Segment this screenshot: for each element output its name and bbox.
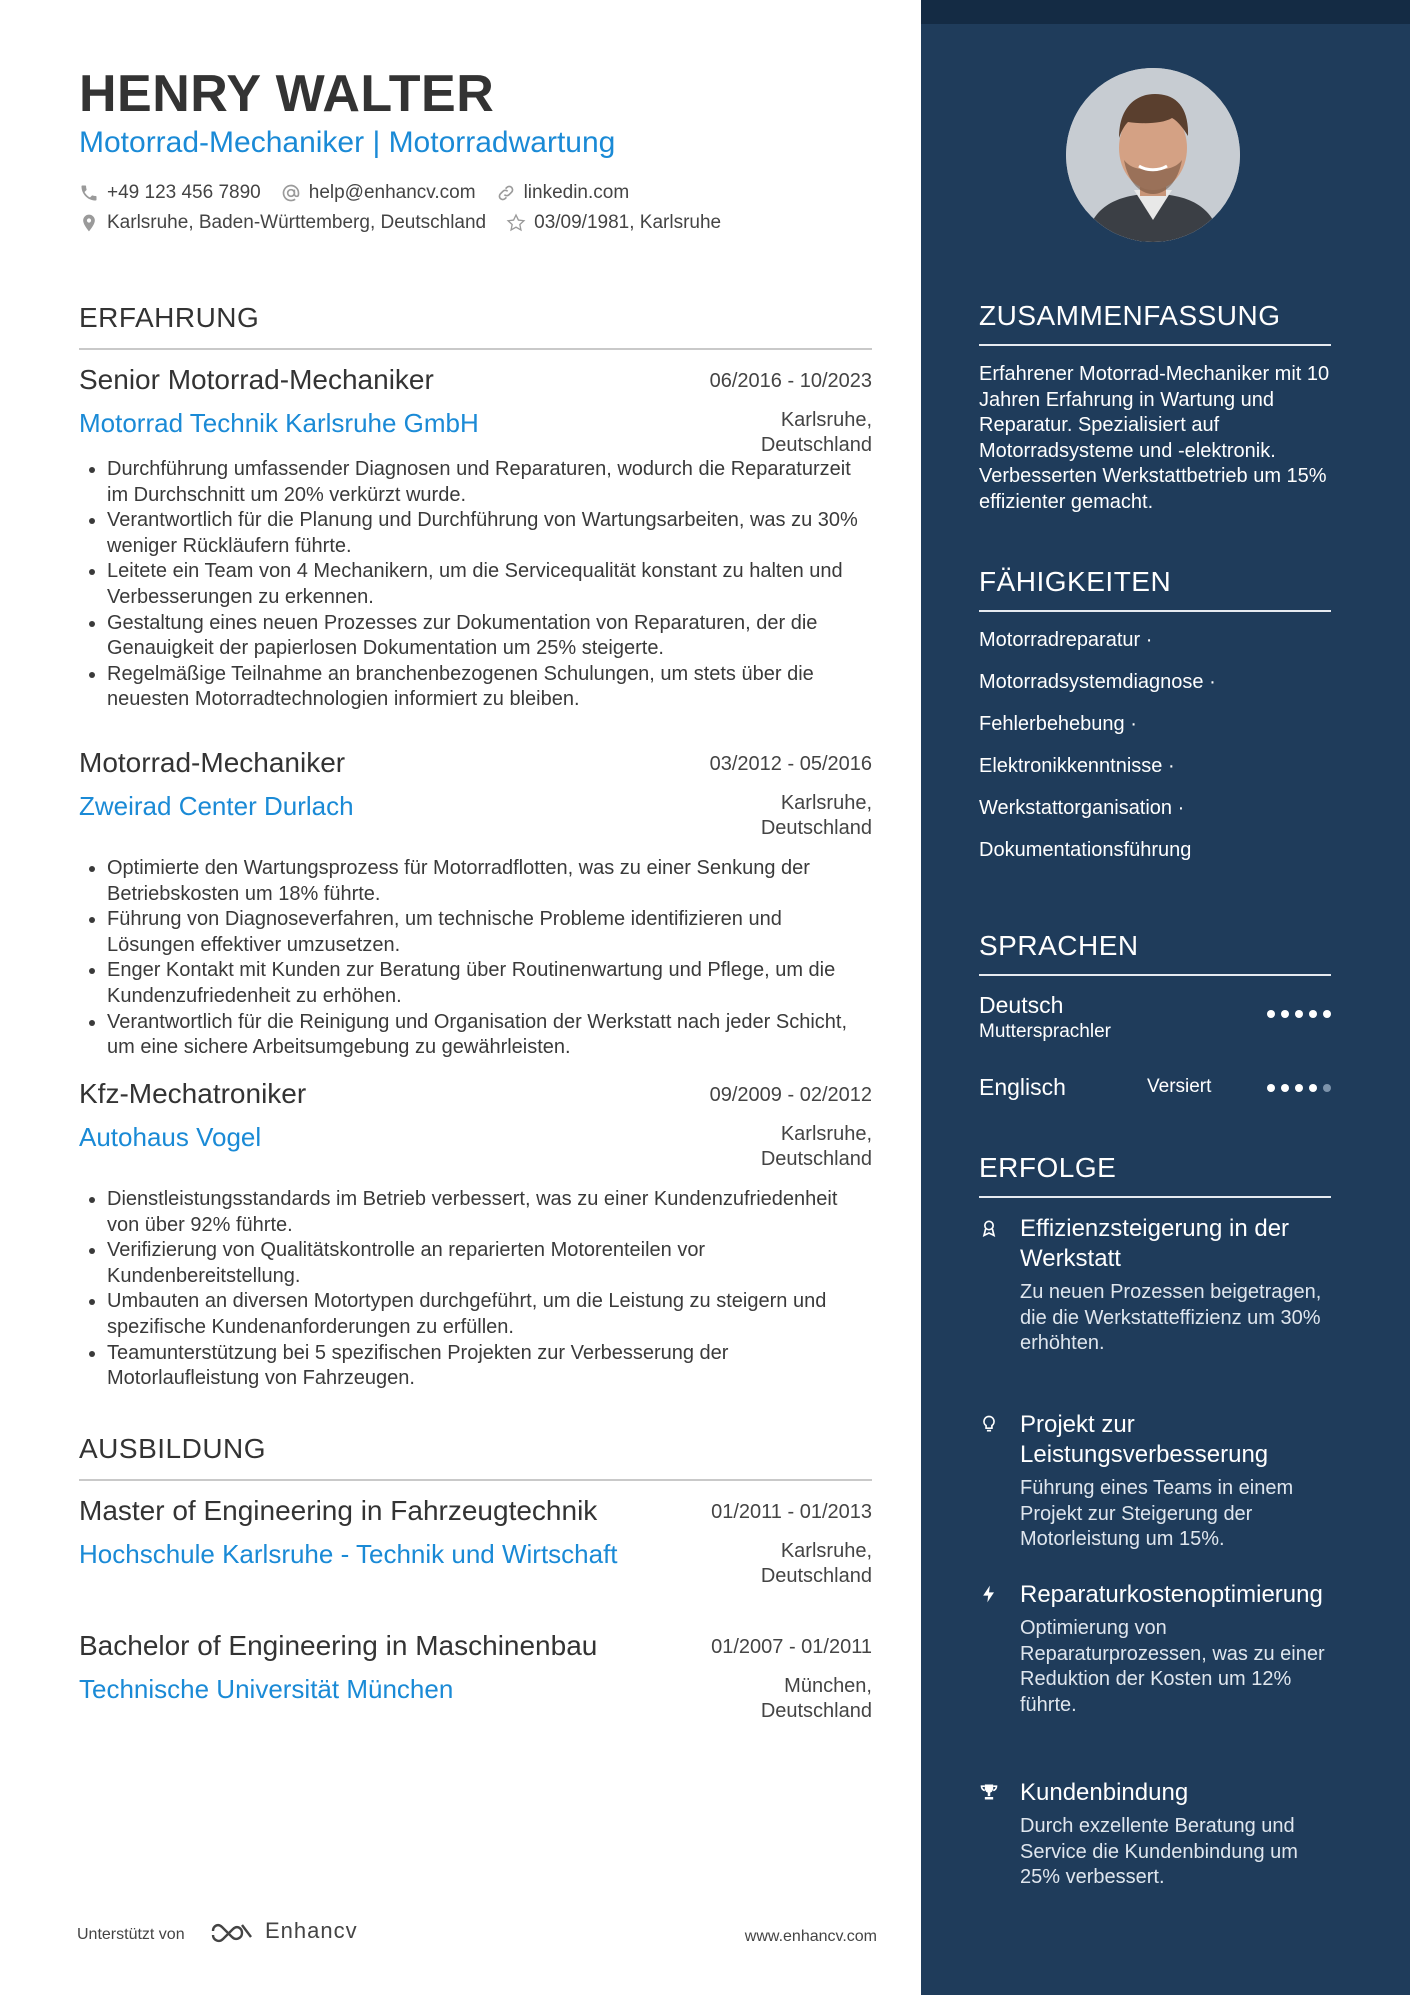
job-bullets	[79, 457, 872, 713]
achievement-item	[979, 1214, 1331, 1357]
skill-label: Dokumentationsführung	[979, 839, 1192, 861]
job-bullet: • Verantwortlich für die Reinigung und Organisation der Werkstatt nach jeder Schicht, um eine sichere Arbeitsumgebung zu gewährleisten.	[107, 1010, 872, 1061]
birth-text: 03/09/1981, Karlsruhe	[534, 212, 722, 233]
rating-dot-filled	[1309, 1010, 1317, 1018]
phone-text: +49 123 456 7890	[107, 182, 261, 203]
education-degree: Bachelor of Engineering in Maschinenbau	[79, 1630, 598, 1661]
enhancv-brand: Enhancv	[265, 1918, 358, 1943]
job-location	[761, 408, 872, 458]
enhancv-logo[interactable]	[209, 1918, 358, 1944]
bolt-icon	[979, 1584, 999, 1604]
job-company: Zweirad Center Durlach	[79, 791, 354, 821]
language-name: Englisch	[979, 1074, 1066, 1100]
location-text: Karlsruhe, Baden-Württemberg, Deutschland	[107, 212, 487, 233]
education-entry	[79, 1630, 872, 1722]
job-role: Senior Motorrad-Mechaniker	[79, 364, 434, 395]
contact-row-1	[79, 182, 649, 204]
footer-url[interactable]: www.enhancv.com	[744, 1928, 877, 1945]
job-bullet: • Dienstleistungsstandards im Betrieb verbessert, was zu einer Kundenzufriedenheit von über 92% führte.	[107, 1187, 872, 1238]
skill-separator: ·	[1209, 671, 1216, 693]
language-rating	[1261, 1010, 1331, 1018]
job-company: Autohaus Vogel	[79, 1122, 262, 1152]
rating-dot-filled	[1295, 1010, 1303, 1018]
star-icon	[506, 213, 526, 233]
candidate-name: HENRY WALTER	[79, 65, 495, 123]
profile-photo-illustration	[1066, 68, 1240, 242]
headline: Motorrad-Mechaniker | Motorradwartung	[79, 126, 616, 159]
rating-dot-filled	[1281, 1084, 1289, 1092]
skill-item	[979, 713, 1137, 736]
job-bullet: • Durchführung umfassender Diagnosen und Reparaturen, wodurch die Reparaturzeit im Durchschnitt um 20% verkürzt wurde.	[107, 457, 872, 508]
education-entry	[79, 1495, 872, 1587]
achievement-item	[979, 1580, 1331, 1718]
education-degree: Master of Engineering in Fahrzeugtechnik	[79, 1495, 598, 1526]
contact-location	[79, 212, 486, 234]
contact-phone	[79, 182, 261, 204]
trophy-icon	[979, 1782, 999, 1802]
achievement-title: Reparaturkostenoptimierung	[1020, 1581, 1323, 1608]
job-bullets	[79, 1187, 872, 1392]
job-dates: 09/2009 - 02/2012	[709, 1084, 872, 1106]
job-bullet: • Gestaltung eines neuen Prozesses zur Dokumentation von Reparaturen, der die Genauigkeit der papierlosen Dokumentation um 25% steigerte.	[107, 611, 872, 662]
education-location	[761, 1539, 872, 1589]
skill-item	[979, 671, 1216, 694]
skill-separator: ·	[1168, 755, 1175, 777]
achievement-title: Kundenbindung	[1020, 1779, 1189, 1806]
skill-label: Elektronikkenntnisse	[979, 755, 1163, 777]
job-location	[761, 791, 872, 841]
skill-label: Motorradreparatur	[979, 629, 1141, 651]
rating-dot-filled	[1295, 1084, 1303, 1092]
rating-dot-filled	[1323, 1010, 1331, 1018]
job-bullet: • Regelmäßige Teilnahme an branchenbezogenen Schulungen, um stets über die neuesten Motorradtechnologien informiert zu bleiben.	[107, 662, 872, 713]
job-role: Kfz-Mechatroniker	[79, 1078, 307, 1109]
profile-photo	[1066, 68, 1240, 242]
contact-email[interactable]	[281, 182, 476, 204]
sidebar	[921, 0, 1410, 1995]
language-entry	[979, 1074, 1331, 1101]
job-bullet: • Leitete ein Team von 4 Mechanikern, um die Servicequalität konstant zu halten und Verbesserungen zu erkennen.	[107, 559, 872, 610]
skill-item	[979, 839, 1191, 862]
education-title: AUSBILDUNG	[79, 1433, 872, 1481]
summary-title: ZUSAMMENFASSUNG	[979, 300, 1331, 346]
job-bullet: • Enger Kontakt mit Kunden zur Beratung über Routinenwartung und Pflege, um die Kundenzufriedenheit zu erhöhen.	[107, 958, 872, 1009]
achievements-title: ERFOLGE	[979, 1152, 1331, 1198]
education-location-country: Deutschland	[760, 1565, 872, 1587]
job-bullet: • Führung von Diagnoseverfahren, um technische Probleme identifizieren und Lösungen effektiver umzusetzen.	[107, 907, 872, 958]
location-pin-icon	[79, 213, 99, 233]
education-dates: 01/2007 - 01/2011	[711, 1636, 872, 1658]
link-icon	[496, 183, 516, 203]
job-dates: 03/2012 - 05/2016	[709, 753, 872, 775]
education-location-country: Deutschland	[760, 1700, 872, 1722]
job-role: Motorrad-Mechaniker	[79, 747, 346, 778]
education-location-city: Karlsruhe,	[780, 1540, 872, 1562]
footer	[77, 1918, 877, 1954]
job-location	[761, 1122, 872, 1172]
job-entry	[79, 364, 872, 713]
job-bullet: • Teamunterstützung bei 5 spezifischen Projekten zur Verbesserung der Motorlaufleistung von Fahrzeugen.	[107, 1341, 872, 1392]
skill-label: Motorradsystemdiagnose	[979, 671, 1204, 693]
sidebar-top-band	[921, 0, 1410, 24]
job-bullets	[79, 856, 872, 1061]
skill-item	[979, 755, 1175, 778]
job-location-city: Karlsruhe,	[780, 792, 872, 814]
experience-title: ERFAHRUNG	[79, 302, 872, 350]
language-level: Versiert	[1147, 1076, 1212, 1097]
job-bullet: • Verantwortlich für die Planung und Durchführung von Wartungsarbeiten, was zu 30% weniger Rückläufern führte.	[107, 508, 872, 559]
award-icon	[979, 1218, 999, 1238]
rating-dot-filled	[1281, 1010, 1289, 1018]
rating-dot-filled	[1309, 1084, 1317, 1092]
contact-row-2	[79, 212, 741, 234]
at-icon	[281, 183, 301, 203]
skill-item	[979, 797, 1184, 820]
rating-dot-filled	[1267, 1084, 1275, 1092]
skill-label: Fehlerbehebung	[979, 713, 1125, 735]
skill-separator: ·	[1130, 713, 1137, 735]
education-location-city: München,	[784, 1675, 872, 1697]
language-rating	[1261, 1084, 1331, 1092]
language-name: Deutsch	[979, 992, 1064, 1018]
language-entry	[979, 992, 1331, 1043]
achievement-title: Effizienzsteigerung in der Werkstatt	[1020, 1215, 1290, 1272]
summary-text: Erfahrener Motorrad-Mechaniker mit 10 Jahren Erfahrung in Wartung und Reparatur. Spezialisiert auf Motorradsysteme und -elektronik. Verbesserten Werkstattbetrieb um 15% effizienter gemacht.	[979, 363, 1330, 513]
achievement-desc: Durch exzellente Beratung und Service die Kundenbindung um 25% verbessert.	[1020, 1815, 1298, 1889]
achievement-item	[979, 1778, 1331, 1891]
rating-dot-filled	[1267, 1010, 1275, 1018]
job-entry	[79, 1078, 872, 1392]
job-location-city: Karlsruhe,	[780, 409, 872, 431]
job-bullet: • Umbauten an diversen Motortypen durchgeführt, um die Leistung zu steigern und spezifische Kundenanforderungen zu erfüllen.	[107, 1289, 872, 1340]
job-location-country: Deutschland	[760, 1148, 872, 1170]
skills-title: FÄHIGKEITEN	[979, 566, 1331, 612]
email-text: help@enhancv.com	[308, 182, 476, 203]
linkedin-text: linkedin.com	[523, 182, 630, 203]
languages-title: SPRACHEN	[979, 930, 1331, 976]
job-entry	[79, 747, 872, 1061]
phone-icon	[79, 183, 99, 203]
achievement-desc: Zu neuen Prozessen beigetragen, die die Werkstatteffizienz um 30% erhöhten.	[1020, 1281, 1322, 1355]
powered-by-text: Unterstützt von	[77, 1926, 185, 1943]
language-level: Muttersprachler	[979, 1021, 1111, 1042]
skill-item	[979, 629, 1152, 652]
education-school: Hochschule Karlsruhe - Technik und Wirtschaft	[79, 1539, 618, 1569]
achievement-item	[979, 1410, 1331, 1553]
achievement-desc: Führung eines Teams in einem Projekt zur Steigerung der Motorleistung um 15%.	[1020, 1477, 1294, 1551]
education-dates: 01/2011 - 01/2013	[711, 1501, 872, 1523]
achievement-desc: Optimierung von Reparaturprozessen, was zu einer Reduktion der Kosten um 12% führte.	[1020, 1617, 1325, 1716]
lightbulb-icon	[979, 1414, 999, 1434]
job-location-country: Deutschland	[760, 817, 872, 839]
skill-label: Werkstattorganisation	[979, 797, 1173, 819]
enhancv-logo-icon	[209, 1919, 255, 1943]
job-company: Motorrad Technik Karlsruhe GmbH	[79, 408, 479, 438]
achievement-title: Projekt zur Leistungsverbesserung	[1020, 1411, 1269, 1468]
education-location	[761, 1674, 872, 1724]
job-dates: 06/2016 - 10/2023	[709, 370, 872, 392]
skill-separator: ·	[1177, 797, 1185, 819]
contact-birth	[506, 212, 721, 234]
education-school: Technische Universität München	[79, 1674, 454, 1704]
job-location-city: Karlsruhe,	[780, 1123, 872, 1145]
contact-linkedin[interactable]	[496, 182, 630, 204]
job-location-country: Deutschland	[760, 434, 872, 456]
job-bullet: • Verifizierung von Qualitätskontrolle an reparierten Motorenteilen vor Kundenbereitstellung.	[107, 1238, 872, 1289]
skill-separator: ·	[1145, 629, 1153, 651]
rating-dot-empty	[1323, 1084, 1331, 1092]
job-bullet: • Optimierte den Wartungsprozess für Motorradflotten, was zu einer Senkung der Betriebskosten um 18% führte.	[107, 856, 872, 907]
